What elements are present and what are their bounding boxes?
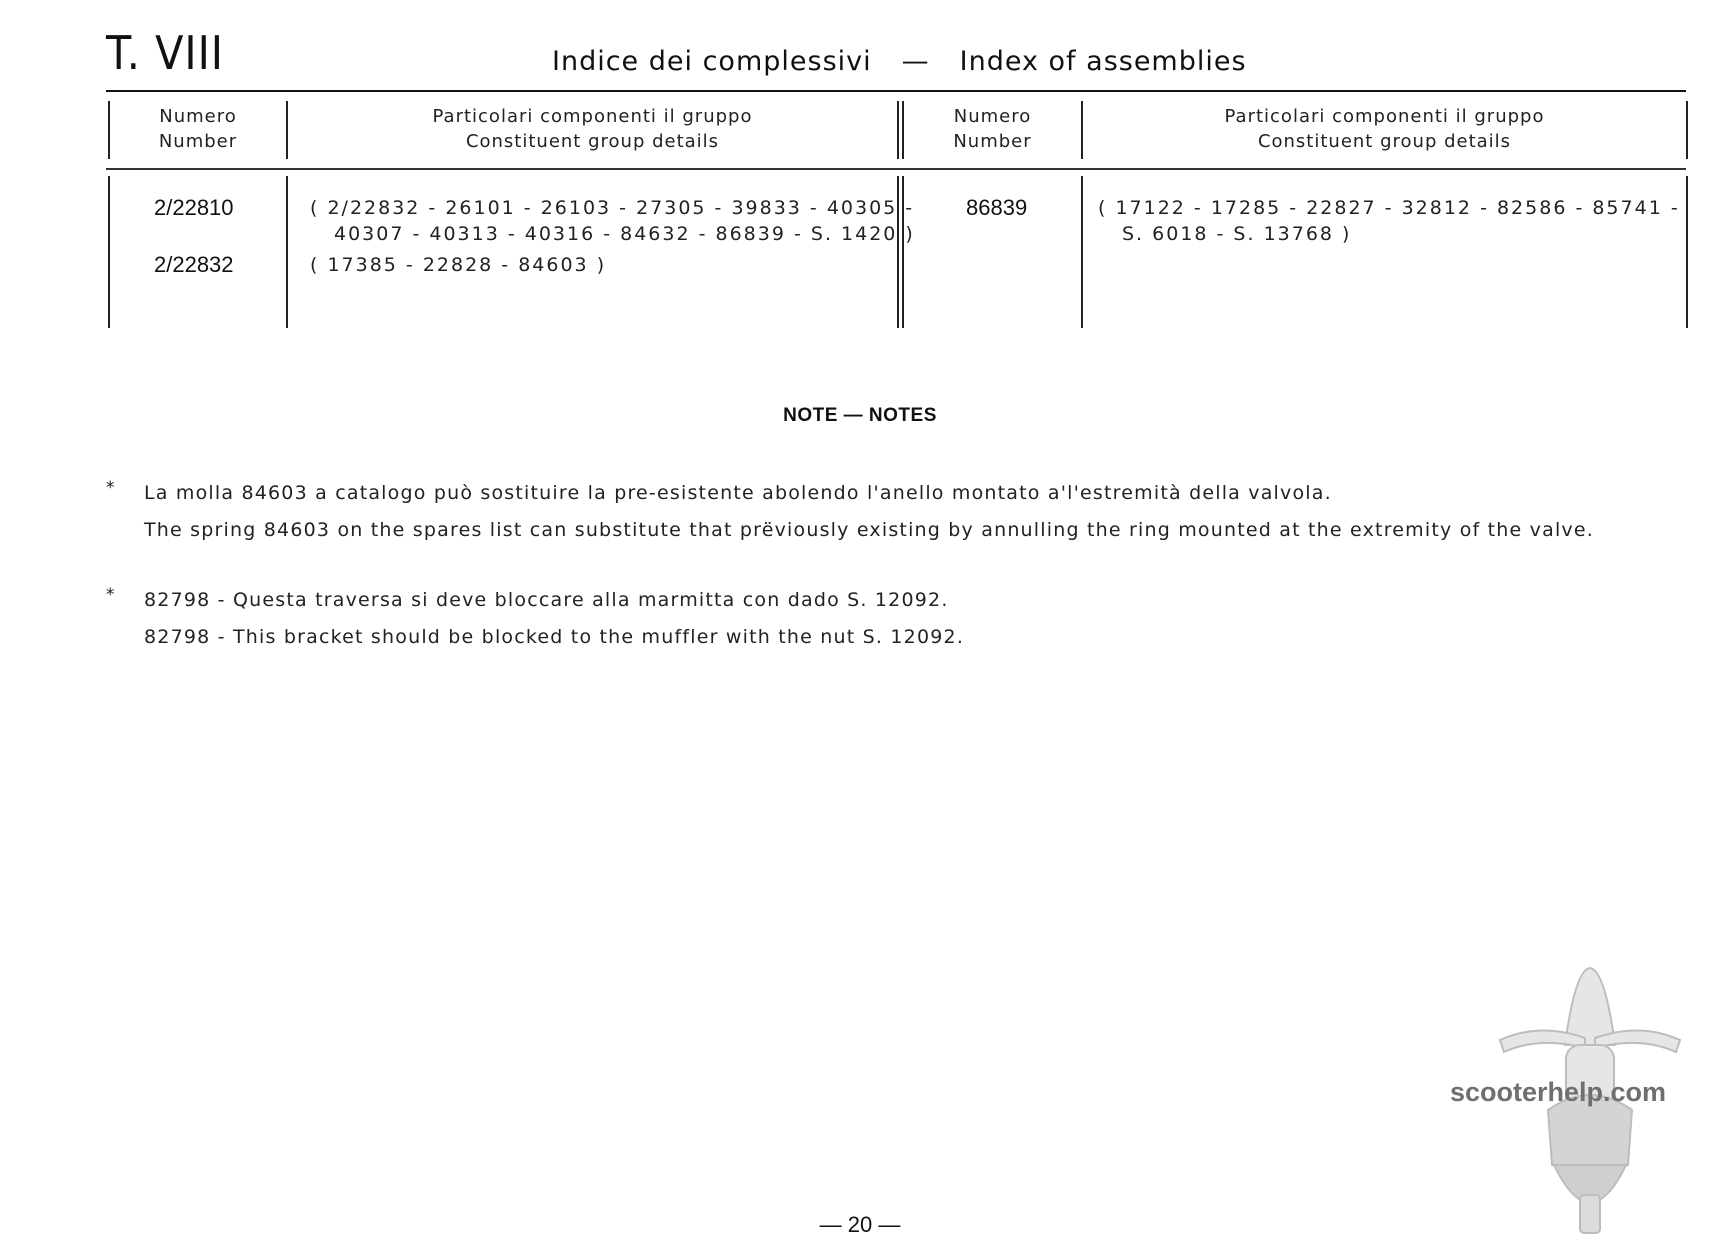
assembly-number: 86839: [966, 195, 1028, 220]
header-details-right: [1083, 104, 1686, 154]
details-line: S. 6018 - S. 13768 ): [1122, 223, 1352, 245]
note-english: The spring 84603 on the spares list can substitute that prëviously existing by annulling the ring mounted at the extremity of the valve.: [144, 519, 1595, 541]
page-heading: [552, 46, 1247, 77]
plate-title: T. VIII: [106, 26, 224, 80]
header-label: Numero: [159, 106, 237, 127]
table-border: [286, 176, 288, 328]
note-italian: 82798 - Questa traversa si deve bloccare alla marmitta con dado S. 12092.: [144, 589, 949, 611]
note-english: 82798 - This bracket should be blocked to the muffler with the nut S. 12092.: [144, 626, 965, 648]
table-border: [1081, 176, 1083, 328]
header-label: Constituent group details: [1257, 131, 1512, 152]
note-italian: La molla 84603 a catalogo può sostituire la pre-esistente abolendo l'anello montato a'l'estremità della valvola.: [144, 482, 1332, 504]
header-details-left: [288, 104, 897, 154]
assembly-details: [1098, 195, 1680, 247]
table-border: [1686, 101, 1688, 159]
details-line: ( 17122 - 17285 - 22827 - 32812 - 82586 - 85741 -: [1098, 197, 1680, 219]
notes-title: NOTE — NOTES: [783, 405, 937, 426]
header-label: Constituent group details: [465, 131, 720, 152]
assembly-details: [310, 252, 606, 278]
header-label: Numero: [953, 106, 1032, 127]
assembly-number: 2/22810: [154, 195, 234, 220]
table-border: [108, 176, 110, 328]
details-line: ( 17385 - 22828 - 84603 ): [310, 254, 607, 276]
heading-separator: —: [901, 46, 930, 77]
assembly-details: [310, 195, 915, 247]
page-number: — 20 —: [819, 1212, 901, 1237]
heading-italian: Indice dei complessivi: [552, 46, 872, 77]
header-label: Particolari componenti il gruppo: [432, 106, 753, 127]
top-rule: [106, 90, 1686, 92]
note-marker: *: [106, 585, 115, 605]
header-label: Number: [953, 131, 1032, 152]
details-line: 40307 - 40313 - 40316 - 84632 - 86839 - S. 1420 ): [334, 223, 915, 245]
note-marker: *: [106, 478, 115, 498]
details-line: ( 2/22832 - 26101 - 26103 - 27305 - 39833 - 40305 -: [310, 197, 915, 219]
assembly-number: 2/22832: [154, 252, 234, 277]
heading-english: Index of assemblies: [959, 46, 1247, 77]
header-rule: [106, 168, 1686, 170]
header-label: Number: [158, 131, 238, 152]
table-border: [1686, 176, 1688, 328]
header-number-left: [110, 104, 286, 154]
header-label: Particolari componenti il gruppo: [1224, 106, 1545, 127]
watermark-text: scooterhelp.com: [1450, 1077, 1667, 1107]
header-number-right: [904, 104, 1081, 154]
table-border: [897, 101, 899, 159]
